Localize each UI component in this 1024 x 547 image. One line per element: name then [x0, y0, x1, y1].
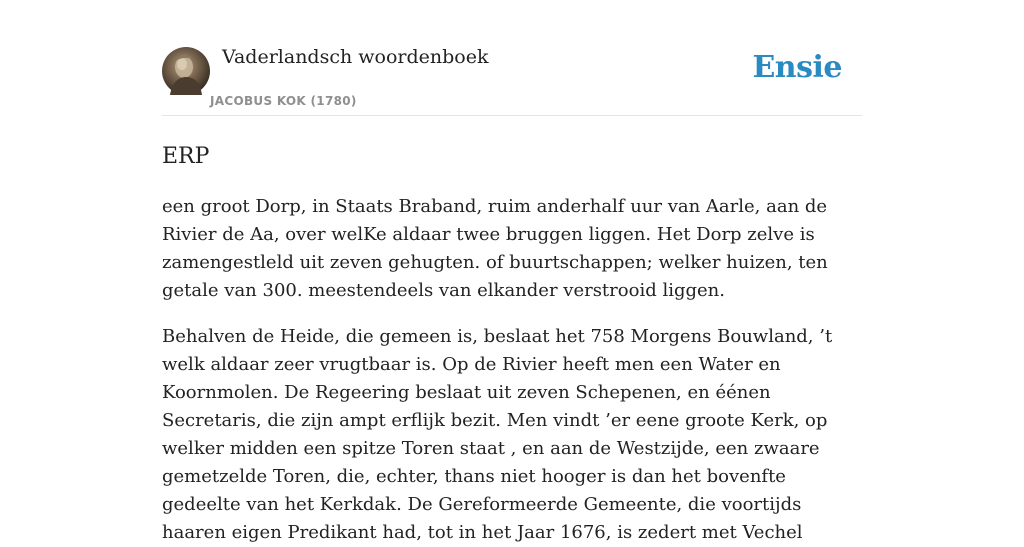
- page-header: [162, 0, 862, 116]
- portrait-icon: [162, 47, 210, 95]
- author-avatar[interactable]: [162, 47, 210, 95]
- ensie-logo[interactable]: Ensie: [752, 50, 842, 85]
- entry-paragraph-2: Behalven de Heide, die gemeen is, beslaat het 758 Morgens Bouwland, ’t welk aldaar zeer vrugtbaar is. Op de Rivier heeft men een Water en Koornmolen. De Regeering beslaat uit zeven Schepenen, en éénen Secretaris, die zijn ampt erflijk bezit. Men vindt ’er eene groote Kerk, op welker midden een spitze Toren staat , en aan de Westzijde, een zwaare gemetzelde Toren, die, echter, thans niet hooger is dan het bovenfte gedeelte van het Kerkdak. De Gereformeerde Gemeente, die voortijds haaren eigen Predikant had, tot in het Jaar 1676, is zedert met Vechel: [162, 326, 833, 543]
- entry-title: ERP: [162, 144, 210, 169]
- content-container: [162, 0, 862, 547]
- entry-paragraph-1: een groot Dorp, in Staats Braband, ruim anderhalf uur van Aarle, aan de Rivier de Aa, over welKe aldaar twee bruggen liggen. Het Dorp zelve is zamengestleld uit zeven gehugten. of buurtschappen; welker huizen, ten getale van 300. meestendeels van elkander verstrooid liggen.: [162, 196, 828, 301]
- author-name: JACOBUS KOK (1780): [210, 94, 357, 108]
- book-title[interactable]: Vaderlandsch woordenboek: [222, 46, 489, 68]
